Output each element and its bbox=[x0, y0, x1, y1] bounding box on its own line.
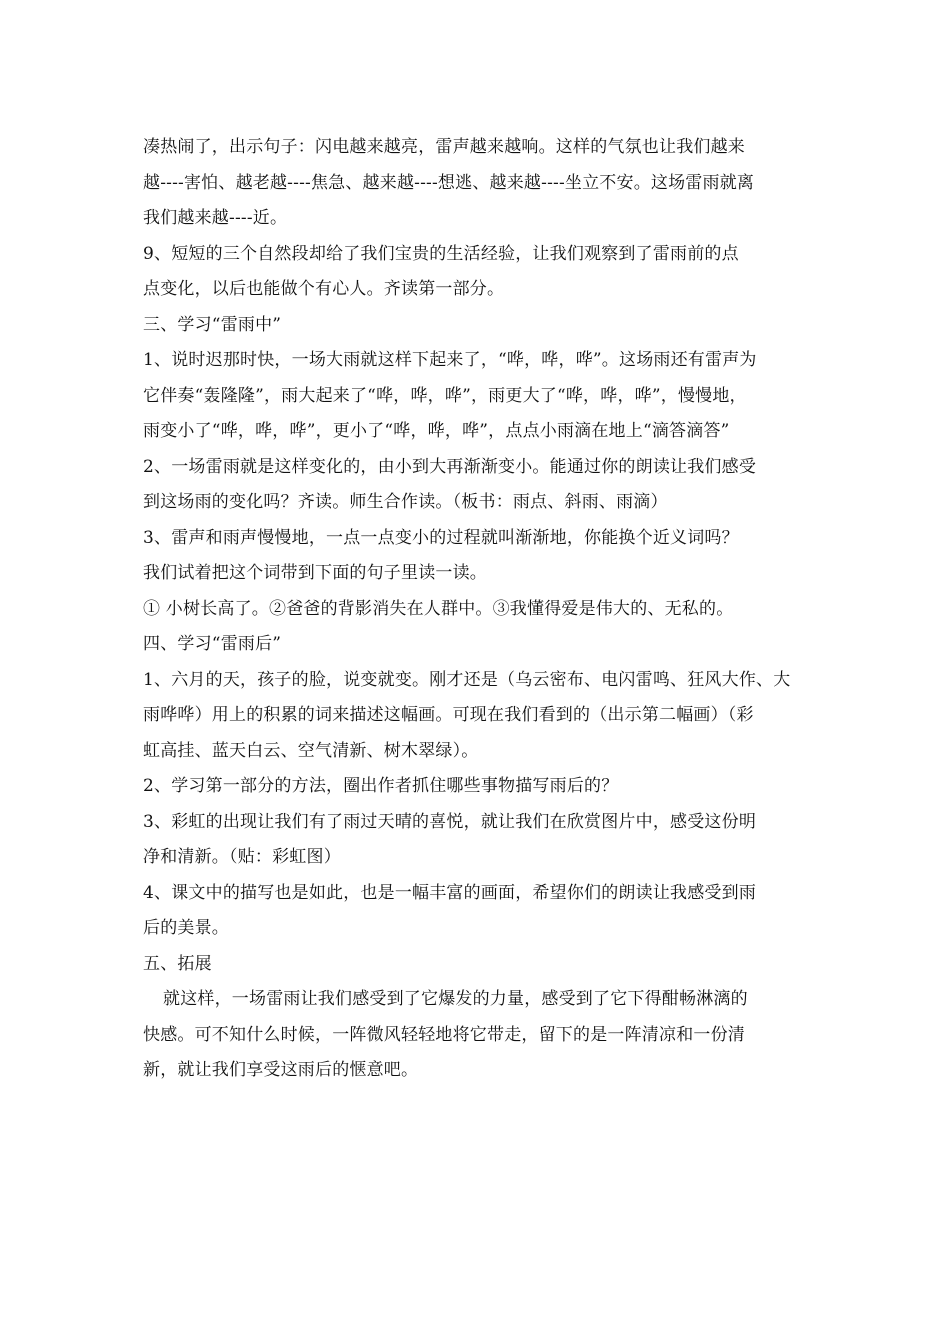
text-line: 4、课文中的描写也是如此，也是一幅丰富的画面，希望你们的朗读让我感受到雨 bbox=[143, 882, 757, 903]
text-line: 雨哗哗）用上的积累的词来描述这幅画。可现在我们看到的（出示第二幅画）（彩 bbox=[143, 705, 754, 725]
text-line: 越----害怕、越老越----焦急、越来越----想逃、越来越----坐立不安。这场雷雨就离 bbox=[143, 172, 755, 193]
section-heading: 三、学习“雷雨中” bbox=[143, 314, 282, 335]
document-body bbox=[143, 130, 813, 1089]
text-line: 1、六月的天，孩子的脸，说变就变。刚才还是（乌云密布、电闪雷鸣、狂风大作、大 bbox=[143, 669, 791, 690]
text-line: 新，就让我们享受这雨后的惬意吧。 bbox=[143, 1060, 419, 1080]
text-line: 净和清新。（贴：彩虹图） bbox=[143, 847, 341, 867]
text-line: 2、一场雷雨就是这样变化的，由小到大再渐渐变小。能通过你的朗读让我们感受 bbox=[143, 456, 757, 477]
section-heading: 五、拓展 bbox=[143, 953, 212, 974]
text-line: 它伴奏“轰隆隆”，雨大起来了“哗，哗，哗”，雨更大了“哗，哗，哗”，慢慢地， bbox=[143, 385, 747, 406]
text-line: 2、学习第一部分的方法，圈出作者抓住哪些事物描写雨后的？ bbox=[143, 776, 619, 796]
section-heading: 四、学习“雷雨后” bbox=[143, 634, 282, 654]
text-line: 快感。可不知什么时候，一阵微风轻轻地将它带走，留下的是一阵清凉和一份清 bbox=[143, 1024, 745, 1045]
text-line: ① 小树长高了。②爸爸的背影消失在人群中。③我懂得爱是伟大的、无私的。 bbox=[143, 598, 734, 619]
text-line: 我们越来越----近。 bbox=[143, 208, 288, 228]
text-line: 雨变小了“哗，哗，哗”，更小了“哗，哗，哗”，点点小雨滴在地上“滴答滴答” bbox=[143, 421, 730, 441]
text-line: 后的美景。 bbox=[143, 918, 229, 938]
text-line: 3、彩虹的出现让我们有了雨过天晴的喜悦，就让我们在欣赏图片中，感受这份明 bbox=[143, 811, 757, 832]
text-line: 9、短短的三个自然段却给了我们宝贵的生活经验，让我们观察到了雷雨前的点 bbox=[143, 243, 739, 264]
text-line: 凑热闹了，出示句子：闪电越来越亮，雷声越来越响。这样的气氛也让我们越来 bbox=[143, 137, 745, 157]
text-line: 到这场雨的变化吗？齐读。师生合作读。（板书：雨点、斜雨、雨滴） bbox=[143, 492, 668, 512]
text-line: 1、说时迟那时快，一场大雨就这样下起来了，“哗，哗，哗”。这场雨还有雷声为 bbox=[143, 350, 757, 370]
text-line: 3、雷声和雨声慢慢地，一点一点变小的过程就叫渐渐地，你能换个近义词吗？ bbox=[143, 527, 739, 548]
text-line: 我们试着把这个词带到下面的句子里读一读。 bbox=[143, 563, 487, 583]
text-line: 虹高挂、蓝天白云、空气清新、树木翠绿）。 bbox=[143, 740, 479, 761]
text-line: 就这样，一场雷雨让我们感受到了它爆发的力量，感受到了它下得酣畅淋漓的 bbox=[163, 989, 748, 1009]
text-line: 点变化，以后也能做个有心人。齐读第一部分。 bbox=[143, 279, 505, 299]
